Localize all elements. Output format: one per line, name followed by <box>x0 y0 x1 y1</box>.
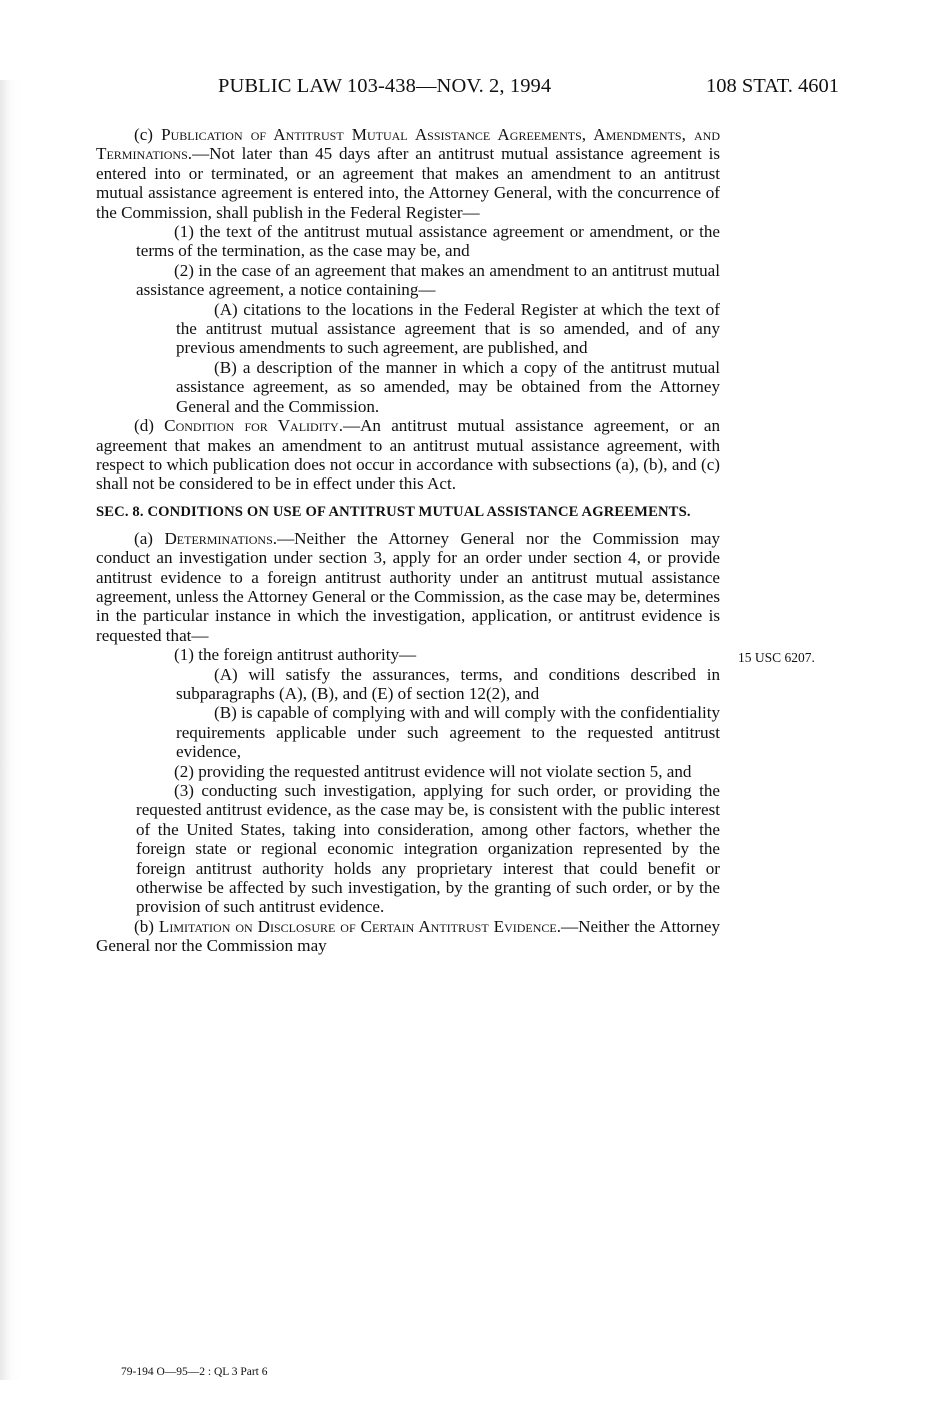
print-footer-code: 79-194 O—95—2 : QL 3 Part 6 <box>121 1366 268 1378</box>
paragraph-a-1: (1) the foreign antitrust authority— <box>174 645 417 665</box>
subparagraph-a-1-a: (A) will satisfy the assurances, terms, and conditions described in subparagraphs (A), (B), and (E) of section 12(2), and <box>176 664 720 703</box>
paragraph-c-1: (1) the text of the antitrust mutual assistance agreement or amendment, or the terms of the termination, as the case may be, and <box>136 222 720 261</box>
subsection-a-heading: Determinations. <box>164 528 278 548</box>
scan-edge-shadow <box>0 80 22 1380</box>
subparagraph-c-2-a: (A) citations to the locations in the Federal Register at which the text of the antitrust mutual assistance agreement that is so amended, and of any previous amendments to such agreement, are published, and <box>176 299 720 358</box>
running-header-stat: 108 STAT. 4601 <box>706 75 839 97</box>
paragraph-c-2: (2) in the case of an agreement that makes an amendment to an antitrust mutual assistance agreement, a notice containing— <box>136 260 720 300</box>
subsection-b: (b) Limitation on Disclosure of Certain Antitrust Evidence.—Neither the Attorney General nor the Commission may <box>96 916 720 956</box>
subsection-d-heading: Condition for Validity. <box>164 416 343 436</box>
subparagraph-c-2-b: (B) a description of the manner in which a copy of the antitrust mutual assistance agreement, as so amended, may be obtained from the Attorney General and the Commission. <box>176 357 720 416</box>
margin-citation: 15 USC 6207. <box>738 650 815 665</box>
statute-body <box>96 125 720 956</box>
section-8-heading: SEC. 8. CONDITIONS ON USE OF ANTITRUST MUTUAL ASSISTANCE AGREEMENTS. <box>96 503 691 520</box>
paragraph-a-2: (2) providing the requested antitrust evidence will not violate section 5, and <box>174 761 692 781</box>
subsection-c: (c) Publication of Antitrust Mutual Assistance Agreements, Amendments, and Terminations.—Not later than 45 days after an antitrust mutual assistance agreement is entered into or terminated, or an agreement that makes an amendment to an antitrust mutual assistance agreement is entered into, the Attorney General, with the concurrence of the Commission, shall publish in the Federal Register— <box>96 125 721 222</box>
running-header-title: PUBLIC LAW 103-438—NOV. 2, 1994 <box>218 75 552 97</box>
paragraph-a-3: (3) conducting such investigation, applying for such order, or providing the requested antitrust evidence, as the case may be, is consistent with the public interest of the United States, taking into consideration, among other factors, whether the foreign state or regional economic integration organization represented by the foreign antitrust authority holds any proprietary interest that could benefit or otherwise be affected by such investigation, by the granting of such order, or by the provision of such antitrust evidence. <box>136 781 720 917</box>
subsection-d: (d) Condition for Validity.—An antitrust mutual assistance agreement, or an agreement that makes an amendment to an antitrust mutual assistance agreement, with respect to which publication does not occur in accordance with subsections (a), (b), and (c) shall not be considered to be in effect under this Act. <box>96 416 720 494</box>
subsection-a: (a) Determinations.—Neither the Attorney General nor the Commission may conduct an investigation under section 3, apply for an order under section 4, or provide antitrust evidence to a foreign antitrust authority under an antitrust mutual assistance agreement, unless the Attorney General or the Commission, as the case may be, determines in the particular instance in which the investigation, application, or antitrust evidence is requested that— <box>96 528 720 645</box>
subsection-c-heading: Publication of Antitrust Mutual Assistance Agreements, Amendments, and Terminations. <box>96 125 721 164</box>
subparagraph-a-1-b: (B) is capable of complying with and will comply with the confidentiality requirements applicable under such agreement to the requested antitrust evidence, <box>176 703 720 762</box>
subsection-b-heading: Limitation on Disclosure of Certain Antitrust Evidence. <box>158 916 562 936</box>
